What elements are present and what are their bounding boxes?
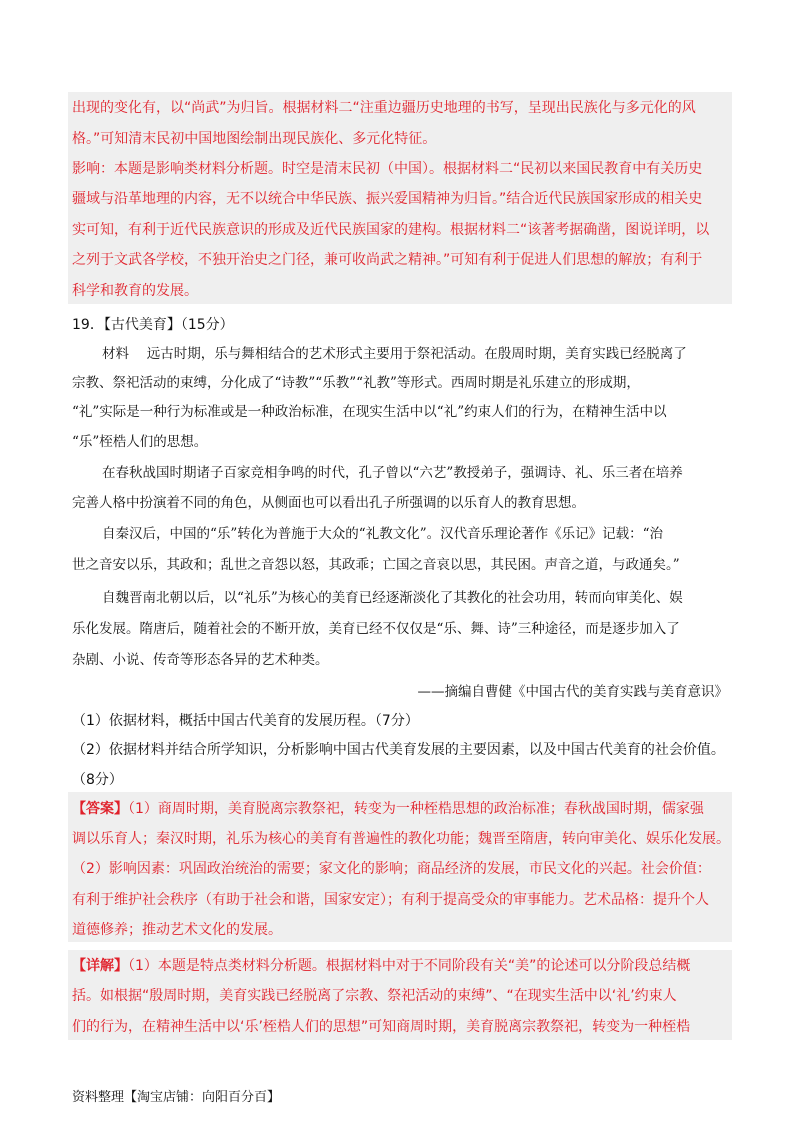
detail-text: （1）本题是特点类材料分析题。根据材料中对于不同阶段有关“美”的论述可以分阶段总结概 [128,958,691,974]
answer-line: 道德修养；推动艺术文化的发展。 [72,922,282,938]
page-footer: 资料整理【淘宝店铺：向阳百分百】 [72,1090,281,1105]
analysis-line: 疆域与沿革地理的内容，无不以统合中华民族、振兴爱国精神为归旨。”结合近代民族国家形成的相关史 [72,191,703,207]
material-line: 在春秋战国时期诸子百家竞相争鸣的时代，孔子曾以“六艺”教授弟子，强调诗、礼、乐三者在培养 [102,465,683,481]
material-line: “乐”桎梏人们的思想。 [72,434,208,450]
answer-text: （1）商周时期，美育脱离宗教祭祀，转变为一种桎梏思想的政治标准；春秋战国时期，儒家强 [128,801,704,817]
detail-line: 括。如根据“殷周时期，美育实践已经脱离了宗教、祭祀活动的束缚”、“在现实生活中以‘礼’约束人 [72,988,677,1004]
analysis-line: 影响：本题是影响类材料分析题。时空是清末民初（中国）。根据材料二“民初以来国民教育中有关历史 [72,161,703,177]
detail-tag: 【详解】 [72,958,128,974]
analysis-line: 科学和教育的发展。 [72,283,198,299]
answer-line: 调以乐育人；秦汉时期，礼乐为核心的美育有普遍性的教化功能；魏晋至隋唐，转向审美化、娱乐化发展。 [72,831,730,847]
material-line: “礼”实际是一种行为标准或是一种政治标准，在现实生活中以“礼”约束人们的行为，在精神生活中以 [72,404,667,420]
answer-tag: 【答案】 [72,801,128,817]
material-line: 杂剧、小说、传奇等形态各异的艺术种类。 [72,652,329,668]
material-line: 自秦汉后，中国的“乐”转化为普施于大众的“礼教文化”。汉代音乐理论著作《乐记》记载：“治 [102,526,664,542]
answer-line: 有利于维护社会秩序（有助于社会和谐，国家安定）；有利于提高受众的审事能力。艺术品格：提升个人 [72,892,709,908]
analysis-line: 出现的变化有，以“尚武”为归旨。根据材料二“注重边疆历史地理的书写，呈现出民族化与多元化的风 [72,100,696,116]
material-line: 宗教、祭祀活动的束缚，分化成了“诗教”“乐教”“礼教”等形式。西周时期是礼乐建立的形成期， [72,375,640,391]
material-line: 自魏晋南北朝以后，以“礼乐”为核心的美育已经逐渐淡化了其教化的社会功用，转而向审美化、娱 [102,590,683,606]
material-line: 世之音安以乐，其政和；乱世之音怨以怒，其政乖；亡国之音哀以思，其民困。声音之道，与政通矣。” [72,557,680,573]
question-2-score: （8分） [72,772,123,788]
question-2: （2）依据材料并结合所学知识，分析影响中国古代美育发展的主要因素，以及中国古代美育的社会价值。 [72,742,725,758]
analysis-line: 格。”可知清末民初中国地图绘制出现民族化、多元化特征。 [72,131,437,147]
analysis-line: 之列于文武各学校，不独开治史之门径，兼可收尚武之精神。”可知有利于促进人们思想的解放；有利于 [72,252,703,268]
material-line: 材料 远古时期，乐与舞相结合的艺术形式主要用于祭祀活动。在殷周时期，美育实践已经脱离了 [102,346,687,362]
question-header: 19．【古代美育】（15分） [72,317,234,333]
material-source: ——摘编自曹健《中国古代的美育实践与美育意识》 [417,684,728,700]
answer-line: （2）影响因素：巩固政治统治的需要；家文化的影响；商品经济的发展，市民文化的兴起。社会价值： [72,861,711,877]
analysis-line: 实可知，有利于近代民族意识的形成及近代民族国家的建构。根据材料二“该著考据确凿，图说详明，以 [72,222,710,238]
material-line: 乐化发展。隋唐后，随着社会的不断开放，美育已经不仅仅是“乐、舞、诗”三种途径，而是逐步加入了 [72,621,680,637]
detail-line: 们的行为，在精神生活中以‘乐’桎梏人们的思想”可知商周时期，美育脱离宗教祭祀，转变为一种桎梏 [72,1019,691,1035]
answer-line [72,800,704,818]
detail-line [72,957,690,975]
question-1: （1）依据材料，概括中国古代美育的发展历程。（7分） [72,713,419,729]
material-line: 完善人格中扮演着不同的角色，从侧面也可以看出孔子所强调的以乐育人的教育思想。 [72,495,585,511]
